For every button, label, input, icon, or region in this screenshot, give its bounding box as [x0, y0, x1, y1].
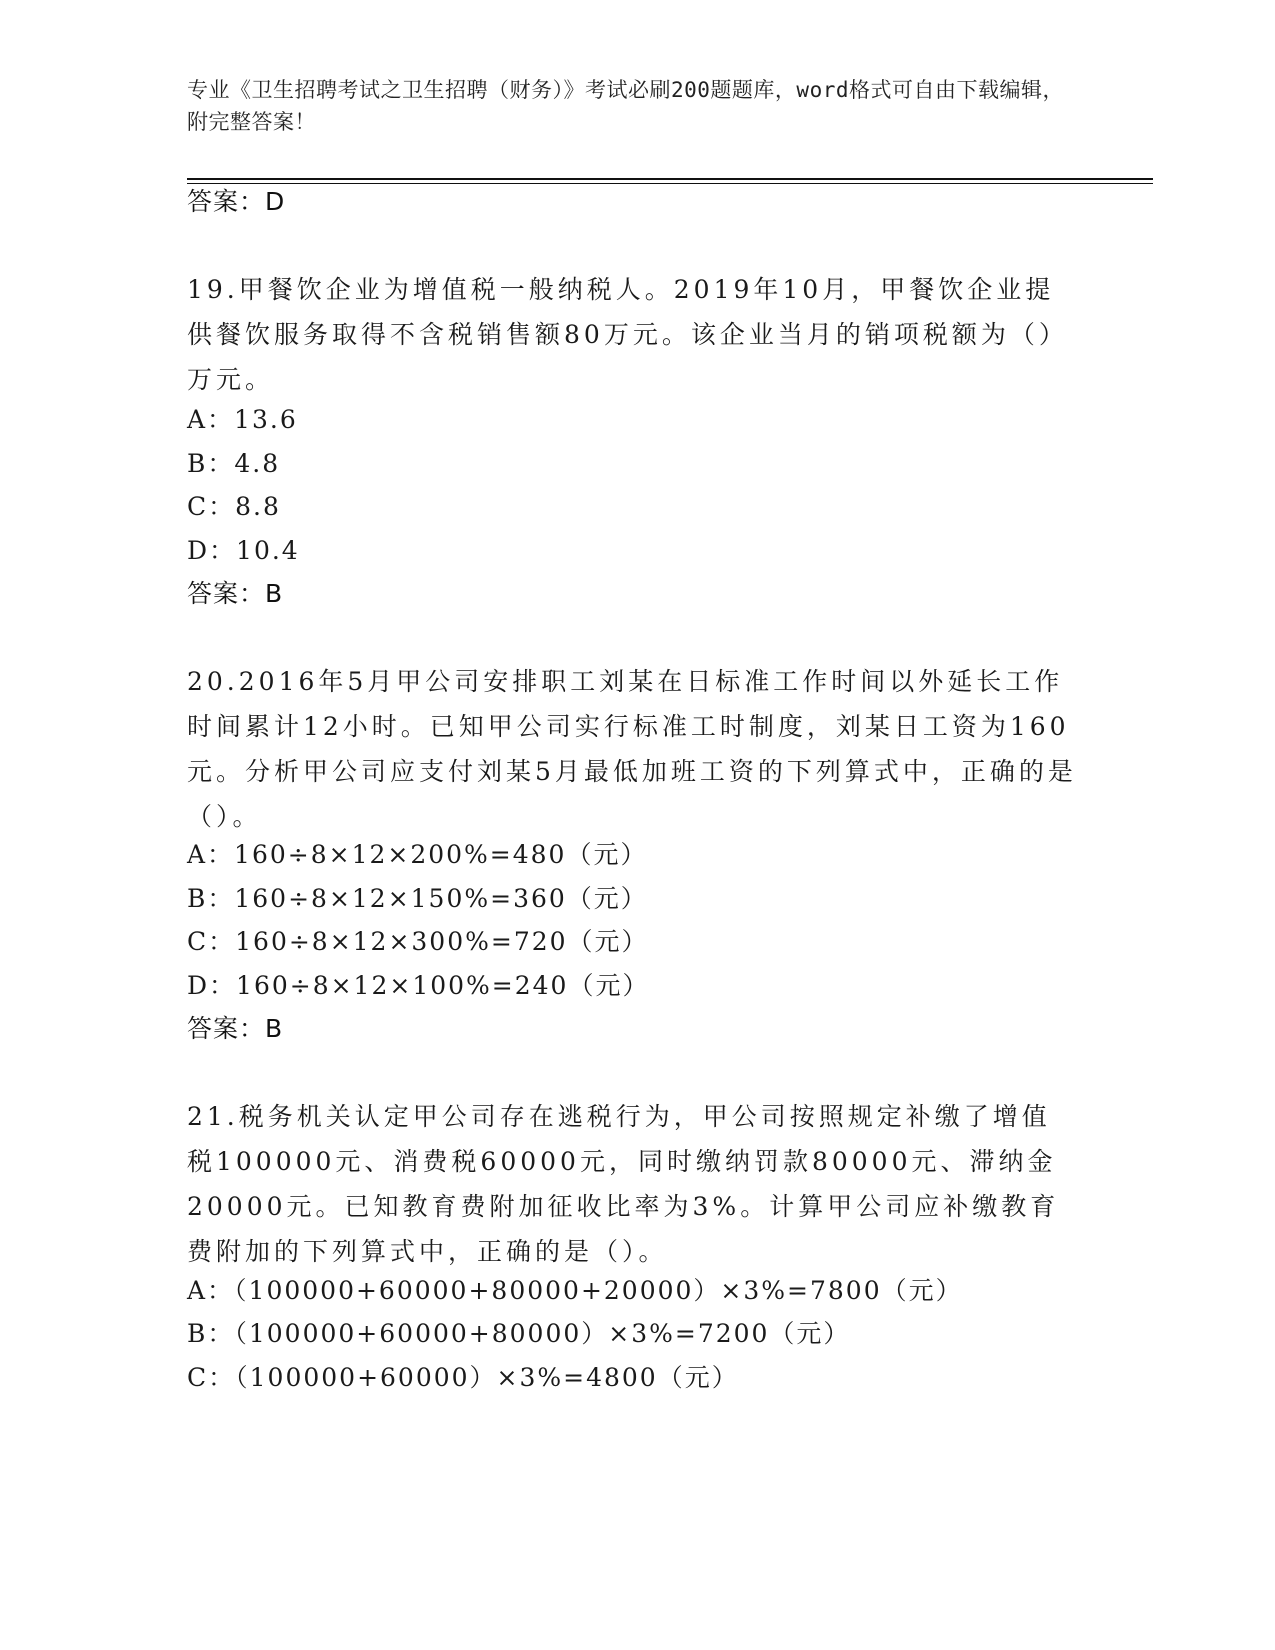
header-rule-thick: [187, 178, 1153, 180]
question-19-option-d: D：10.4: [187, 536, 300, 565]
question-20-option-b: B：160÷8×12×150%=360（元）: [187, 884, 648, 913]
question-20-option-d: D：160÷8×12×100%=240（元）: [187, 971, 650, 1000]
question-19-option-b: B：4.8: [187, 449, 281, 478]
question-20-option-a: A：160÷8×12×200%=480（元）: [187, 840, 648, 869]
question-19-option-c: C：8.8: [187, 492, 281, 521]
question-19-stem: 19.甲餐饮企业为增值税一般纳税人。2019年10月，甲餐饮企业提供餐饮服务取得不含税销售额80万元。该企业当月的销项税额为（）万元。: [187, 275, 1068, 394]
question-20-option-c: C：160÷8×12×300%=720（元）: [187, 927, 649, 956]
question-21-stem: 21.税务机关认定甲公司存在逃税行为，甲公司按照规定补缴了增值税100000元、消费税60000元，同时缴纳罚款80000元、滞纳金20000元。已知教育费附加征收比率为3%。计算甲公司应补缴教育费附加的下列算式中，正确的是（）。: [187, 1102, 1060, 1266]
question-21-option-b: B：（100000+60000+80000）×3%=7200（元）: [187, 1319, 851, 1348]
previous-answer: 答案：D: [187, 187, 286, 216]
question-21-option-a: A：（100000+60000+80000+20000）×3%=7800（元）: [187, 1276, 963, 1305]
question-19-answer: 答案：B: [187, 579, 284, 608]
question-20-stem: 20.2016年5月甲公司安排职工刘某在日标准工作时间以外延长工作时间累计12小时。已知甲公司实行标准工时制度，刘某日工资为160元。分析甲公司应支付刘某5月最低加班工资的下列算式中，正确的是（）。: [187, 667, 1077, 831]
question-21-option-c: C：（100000+60000）×3%=4800（元）: [187, 1363, 739, 1392]
document-header: 专业《卫生招聘考试之卫生招聘（财务）》考试必刷200题题库，word格式可自由下载编辑，附完整答案！: [187, 78, 1064, 134]
question-20-answer: 答案：B: [187, 1014, 284, 1043]
question-19-option-a: A：13.6: [187, 405, 298, 434]
header-rule-thin: [187, 183, 1153, 184]
